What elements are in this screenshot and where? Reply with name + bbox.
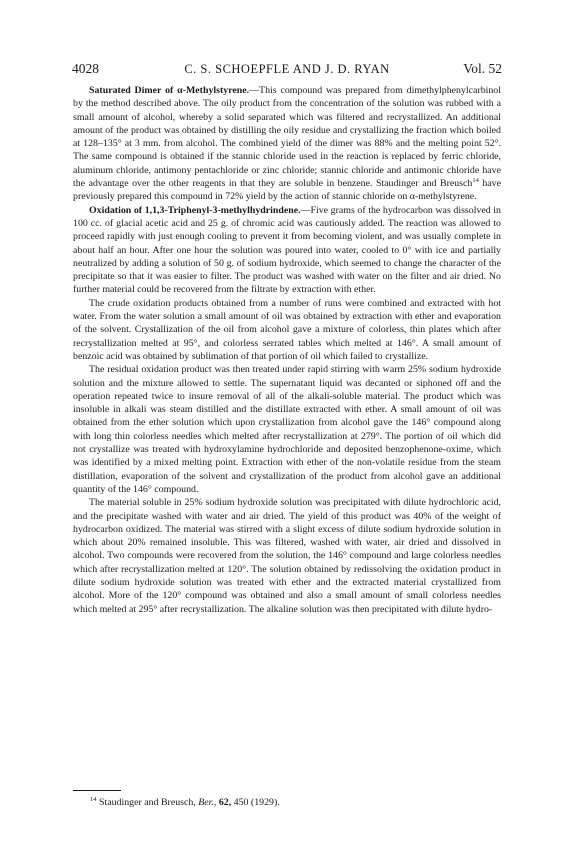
footnote-divider [73,790,121,791]
paragraph-text: The crude oxidation products obtained from a number of runs were combined and extracted with hot water. From the water solution a small amount of oil was obtained by extraction with ether and evaporation of the solvent. Crystallization of the oil from alcohol gave a mixture of colorless, thin plates which after recrystallization melted at 95°, and colorless serrated tables which melted at 146°. A small amount of benzoic acid was obtained by sublimation of that portion of oil which failed to crystallize. [73,297,501,362]
paragraph [73,204,501,297]
running-title: C. S. SCHOEPFLE AND J. D. RYAN [184,62,390,76]
footnote [90,796,500,809]
paragraph-text: The material soluble in 25% sodium hydroxide solution was precipitated with dilute hydrochloric acid, and the precipitate washed with water and air dried. The yield of this product was 40% of the weight of hydrocarbon oxidized. The material was stirred with a slight excess of dilute sodium hydroxide solution in which about 20% remained insoluble. This was filtered, washed with water, air dried and dissolved in alcohol. Two compounds were recovered from the solution, the 146° compound and large colorless needles which after recrystallization melted at 120°. The solution obtained by redissolving the oxidation product in dilute sodium hydroxide solution was treated with ether and the extracted material crystallized from alcohol. More of the 120° compound was obtained and also a small amount of small colorless needles which melted at 295° after recrystallization. The alkaline solution was then precipitated with dilute hydro- [73,497,501,615]
section-heading: Oxidation of 1,1,3-Triphenyl-3-methylhydrindene. [89,204,301,216]
paragraph-text: —Five grams of the hydrocarbon was dissolved in 100 cc. of glacial acetic acid and 25 g. of chromic acid was cautiously added. The reaction was allowed to proceed rapidly with just enough cooling to prevent it from becoming violent, and was usually complete in about half an hour. After one hour the solution was poured into water, cooled to 0° with ice and partially neutralized by adding a solution of 50 g. of sodium hydroxide, which seemed to change the character of the precipitate so that it was easier to filter. The product was washed with water on the filter and air dried. No further material could be recovered from the filtrate by extraction with ether. [73,204,501,296]
section-heading: Saturated Dimer of α-Methylstyrene. [89,85,250,96]
article-body [73,84,501,616]
footnote-authors: Staudinger and Breusch, [96,797,199,808]
footnote-pages: 450 (1929). [231,797,280,808]
paragraph-text: —This compound was prepared from dimethylphenylcarbinol by the method described above. The oily product from the concentration of the solution was rubbed with a small amount of alcohol, whereby a solid separated which was filtered and recrystallized. An additional amount of the product was obtained by distilling the oily residue and crystallizing the fraction which boiled at 128–135° at 3 mm. from alcohol. The combined yield of the dimer was 88% and the melting point 52°. The same compound is obtained if the stannic chloride used in the reaction is replaced by ferric chloride, aluminum chloride, antimony pentachloride or zinc chloride; stannic chloride and antimonic chloride have the advantage over the other reagents in that they are soluble in benzene. Staudinger and Breusch [73,85,501,190]
running-header [72,60,502,78]
footnote-journal: Ber., [198,797,217,808]
footnote-reference: 14 [472,177,479,185]
page-number: 4028 [72,61,99,76]
footnote-mark: 14 [90,796,97,803]
paragraph [73,84,501,204]
paragraph [73,297,501,363]
paragraph [73,496,501,616]
paragraph-text: The residual oxidation product was then treated under rapid stirring with warm 25% sodium hydroxide solution and the mixture allowed to settle. The supernatant liquid was decanted or siphoned off and the operation repeated twice to insure removal of all of the alkali-soluble material. The product which was insoluble in alkali was steam distilled and the distillate extracted with ether. A small amount of oil was obtained from the ether solution which upon crystallization from alcohol gave the 146° compound along with long thin colorless needles which melted after recrystallization at 279°. The portion of oil which did not crystallize was treated with hydroxylamine hydrochloride and deposited benzophenone-oxime, which was identified by a mixed melting point. Extraction with ether of the non-volatile residue from the steam distillation, evaporation of the solvent and crystallization of the product from alcohol gave an additional quantity of the 146° compound. [73,364,501,495]
paragraph [73,363,501,496]
paragraph-text-continued: have previously prepared this compound in 72% yield by the action of stannic chloride on α-methylstyrene. [73,178,501,203]
footnote-volume: 62, [216,797,232,808]
volume-label: Vol. 52 [463,61,502,76]
